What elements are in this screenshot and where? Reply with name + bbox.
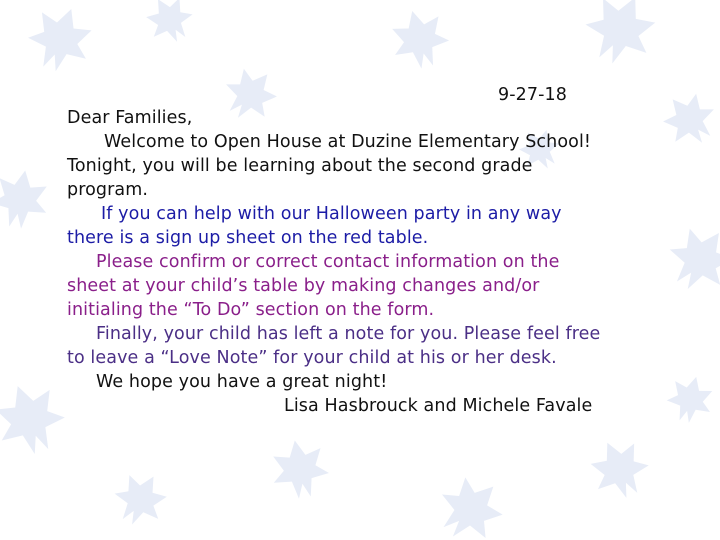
welcome-line-2: Tonight, you will be learning about the second grade [67,156,533,176]
contact-line-1: Please confirm or correct contact information on the [96,252,560,272]
note-line-1: Finally, your child has left a note for you. Please feel free [96,324,601,344]
letter-date: 9-27-18 [498,85,567,105]
halloween-line-1: If you can help with our Halloween party in any way [101,204,562,224]
halloween-line-2: there is a sign up sheet on the red table. [67,228,429,248]
welcome-line-1: Welcome to Open House at Duzine Elementary School! [104,132,592,152]
signature: Lisa Hasbrouck and Michele Favale [284,396,593,416]
closing-line: We hope you have a great night! [96,372,388,392]
contact-line-3: initialing the “To Do” section on the form. [67,300,435,320]
note-line-2: to leave a “Love Note” for your child at his or her desk. [67,348,557,368]
greeting: Dear Families, [67,108,193,128]
welcome-line-3: program. [67,180,149,200]
contact-line-2: sheet at your child’s table by making changes and/or [67,276,540,296]
